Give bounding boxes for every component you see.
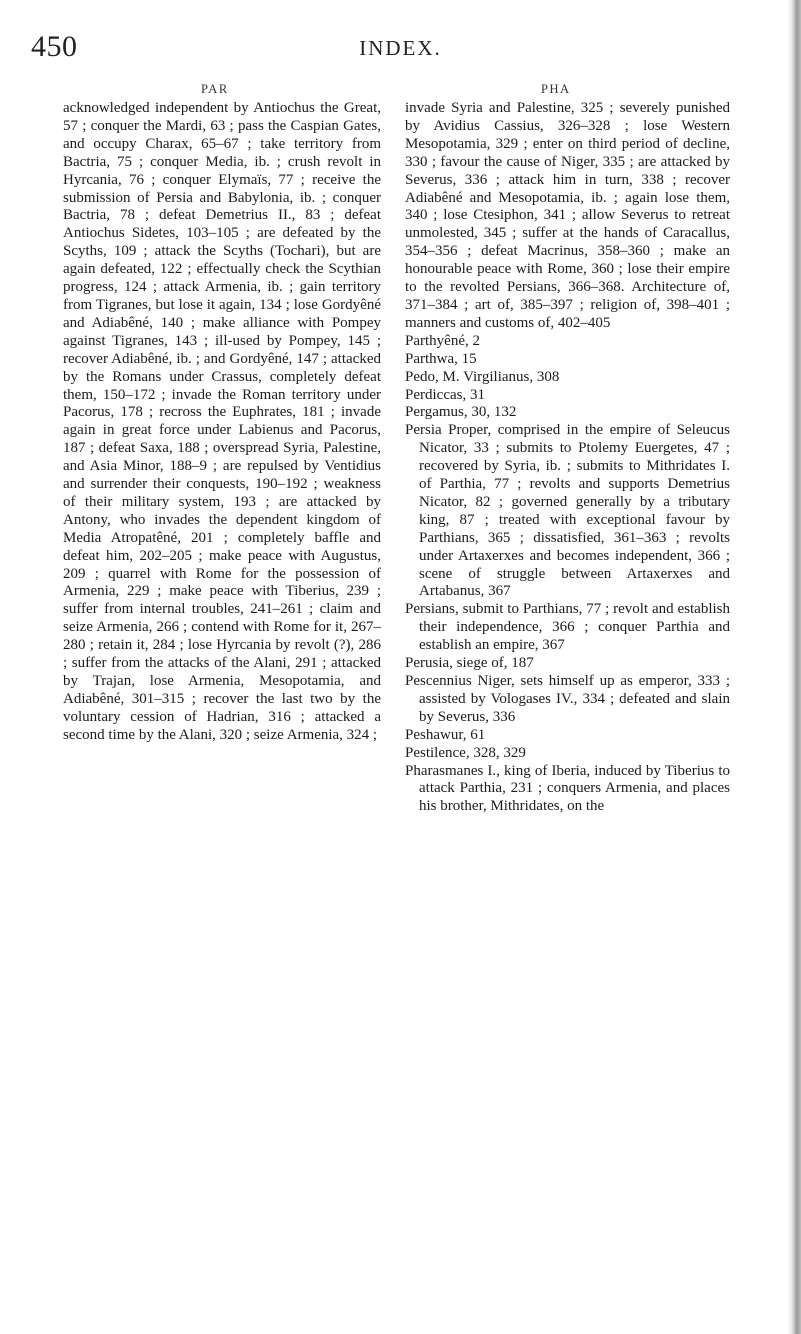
index-entry: Pestilence, 328, 329 [405, 744, 526, 761]
index-entry: Perusia, siege of, 187 [405, 655, 534, 672]
index-column-right [405, 100, 730, 816]
page-edge-shadow [787, 0, 801, 1334]
index-entry: Persians, submit to Parthians, 77 ; revolt and establish their independence, 366 ; conquer Parthia and establish an empire, 367 [405, 601, 730, 654]
index-column-left [63, 100, 381, 745]
column-guide-word-right: PHA [541, 82, 571, 96]
page-number: 450 [31, 30, 78, 63]
index-entry: Perdiccas, 31 [405, 386, 485, 403]
index-entry: Parthyêné, 2 [405, 332, 480, 349]
running-head: INDEX. [359, 36, 442, 60]
index-entry: Peshawur, 61 [405, 726, 486, 743]
column-guide-word-left: PAR [201, 82, 229, 96]
index-entry-continuation: invade Syria and Palestine, 325 ; severely punished by Avidius Cassius, 326–328 ; lose Western Mesopotamia, 329 ; enter on third period of decline, 330 ; favour the cause of Niger, 335 ; are attacked by Severus, 336 ; attack him in turn, 338 ; recover Adiabêné and Mesopotamia, ib. ; again lose them, 340 ; lose Ctesiphon, 341 ; allow Severus to retreat unmolested, 345 ; suffer at the hands of Caracallus, 354–356 ; defeat Macrinus, 358–360 ; make an honourable peace with Rome, 360 ; lose their empire to the revolted Persians, 366–368. Architecture of, 371–384 ; art of, 385–397 ; religion of, 398–401 ; manners and customs of, 402–405 [405, 100, 730, 331]
index-entry: Pharasmanes I., king of Iberia, induced by Tiberius to attack Parthia, 231 ; conquers Armenia, and places his brother, Mithridates, on the [405, 762, 730, 815]
index-entry: Pergamus, 30, 132 [405, 404, 517, 421]
index-entry-continuation: acknowledged independent by Antiochus the Great, 57 ; conquer the Mardi, 63 ; pass the Caspian Gates, and occupy Charax, 65–67 ; take territory from Bactria, 75 ; conquer Media, ib. ; crush revolt in Hyrcania, 76 ; conquer Elymaïs, 77 ; receive the submission of Persia and Babylonia, ib. ; conquer Bactria, 78 ; defeat Demetrius II., 83 ; defeat Antiochus Sidetes, 103–105 ; are defeated by the Scyths, 109 ; attack the Scyths (Tochari), but are again defeated, 122 ; effectually check the Scythian progress, 124 ; attack Armenia, ib. ; gain territory from Tigranes, but lose it again, 134 ; lose Gordyêné and Adiabêné, 140 ; make alliance with Pompey against Tigranes, 143 ; ill-used by Pompey, 145 ; recover Adiabêné, ib. ; and Gordyêné, 147 ; attacked by the Romans under Crassus, completely defeat them, 150–172 ; invade the Roman territory under Pacorus, 178 ; recross the Euphrates, 181 ; invade again in great force under Labienus and Pacorus, 187 ; defeat Saxa, 188 ; overspread Syria, Palestine, and Asia Minor, 188–9 ; are repulsed by Ventidius and surrender their conquests, 190–192 ; weakness of their military system, 193 ; are attacked by Antony, who invades the dependent kingdom of Media Atropatêné, 201 ; completely baffle and defeat him, 202–205 ; make peace with Augustus, 209 ; quarrel with Rome for the possession of Armenia, 229 ; make peace with Tiberius, 239 ; suffer from internal troubles, 241–261 ; claim and seize Armenia, 266 ; contend with Rome for it, 267–280 ; retain it, 284 ; lose Hyrcania by revolt (?), 286 ; suffer from the attacks of the Alani, 291 ; attacked by Trajan, lose Armenia, Mesopotamia, and Adiabêné, 301–315 ; recover the last two by the voluntary cession of Hadrian, 316 ; attacked a second time by the Alani, 320 ; seize Armenia, 324 ; [63, 100, 381, 743]
index-entry: Pescennius Niger, sets himself up as emperor, 333 ; assisted by Vologases IV., 334 ; defeated and slain by Severus, 336 [405, 673, 730, 725]
index-entry: Parthwa, 15 [405, 350, 477, 367]
index-entry: Pedo, M. Virgilianus, 308 [405, 368, 560, 385]
index-entry: Persia Proper, comprised in the empire of Seleucus Nicator, 33 ; submits to Ptolemy Euergetes, 47 ; recovered by Syria, ib. ; submits to Mithridates I. of Parthia, 77 ; revolts and supports Demetrius Nicator, 82 ; governed generally by a tributary king, 87 ; treated with exceptional favour by Parthians, 365 ; dissatisfied, 361–363 ; revolts under Artaxerxes and becomes independent, 366 ; scene of struggle between Artaxerxes and Artabanus, 367 [405, 422, 730, 600]
